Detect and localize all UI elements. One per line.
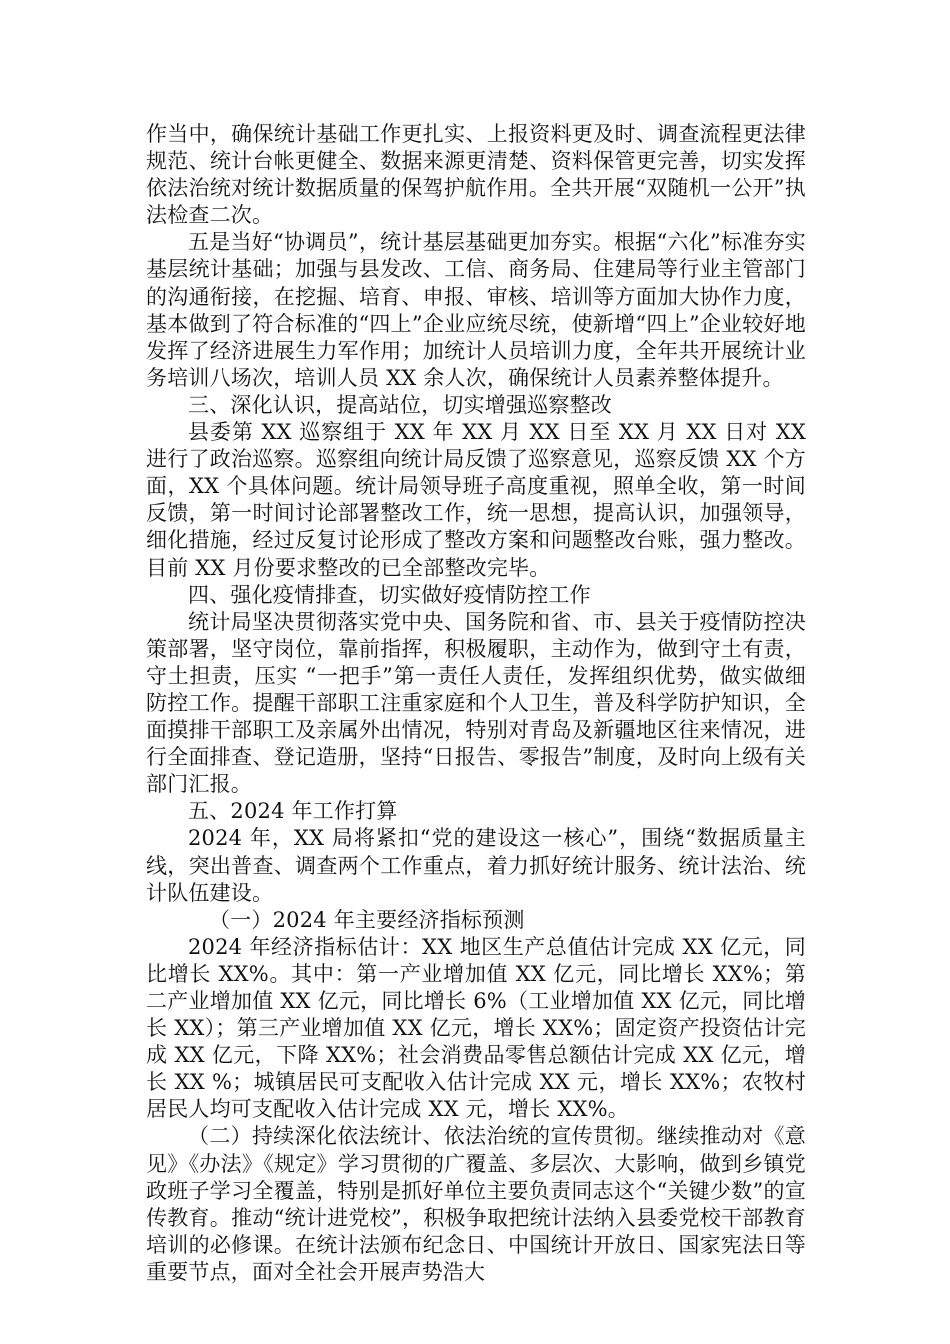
section-heading-work-plan: 五、2024 年工作打算 (188, 799, 398, 824)
section-heading-inspection: 三、深化认识，提高站位，切实增强巡察整改 (188, 392, 612, 417)
paragraph-coordinator: 五是当好“协调员”，统计基层基础更加夯实。根据“六化”标准夯实基层统计基础；加强与县发改、工信、商务局、住建局等行业主管部门的沟通衔接，在挖掘、培育、申报、审核、培训等方面加大协作力度，基本做到了符合标准的“四上”企业应统尽统，使新增“四上”企业较好地发挥了经济进展生力军作用；加统计人员培训力度，全年共开展统计业务培训八场次，培训人员 XX 余人次，确保统计人员素养整体提升。 (146, 230, 806, 390)
paragraph-epidemic: 统计局坚决贯彻落实党中央、国务院和省、市、县关于疫情防控决策部署，坚守岗位，靠前指挥，积极履职，主动作为，做到守土有责，守土担责，压实 “一把手”第一责任人责任，发挥组织优势，做实做细防控工作。提醒干部职工注重家庭和个人卫生，普及科学防护知识，全面摸排干部职工及亲属外出情况，特别对青岛及新疆地区往来情况，进行全面排查、登记造册，坚持“日报告、零报告”制度，及时向上级有关部门汇报。 (146, 609, 806, 797)
paragraph-continuation: 作当中，确保统计基础工作更扎实、上报资料更及时、调查流程更法律规范、统计台帐更健全、数据来源更清楚、资料保管更完善，切实发挥依法治统对统计数据质量的保驾护航作用。全共开展“双随机一公开”执法检查二次。 (146, 122, 806, 228)
paragraph-work-plan: 2024 年，XX 局将紧扣“党的建设这一核心”，围绕“数据质量主线，突出普查、调查两个工作重点，着力抓好统计服务、统计法治、统计队伍建设。 (146, 826, 806, 905)
section-heading-epidemic: 四、强化疫情排查，切实做好疫情防控工作 (188, 582, 591, 607)
document-body (146, 121, 806, 1286)
paragraph-inspection: 县委第 XX 巡察组于 XX 年 XX 月 XX 日至 XX 月 XX 日对 XX 进行了政治巡察。巡察组向统计局反馈了巡察意见，巡察反馈 XX 个方面，XX 个具体问题。统计局领导班子高度重视，照单全收，第一时间反馈，第一时间讨论部署整改工作，统一思想，提高认识，加强领导，细化措施，经过反复讨论形成了整改方案和问题整改台账，强力整改。目前 XX 月份要求整改的已全部整改完毕。 (146, 420, 806, 580)
subsection-heading-forecast: （一）2024 年主要经济指标预测 (209, 907, 525, 932)
paragraph-forecast: 2024 年经济指标估计：XX 地区生产总值估计完成 XX 亿元，同比增长 XX%。其中：第一产业增加值 XX 亿元，同比增长 XX%；第二产业增加值 XX 亿元，同比增长 6%（工业增加值 XX 亿元，同比增长 XX）；第三产业增加值 XX 亿元，增长 XX%；固定资产投资估计完成 XX 亿元，下降 XX%；社会消费品零售总额估计完成 XX 亿元，增长 XX %；城镇居民可支配收入估计完成 XX 元，增长 XX%；农牧村居民人均可支配收入估计完成 XX 元，增长 XX%。 (146, 934, 806, 1122)
paragraph-legal-publicity: （二）持续深化依法统计、依法治统的宣传贯彻。继续推动对《意见》《办法》《规定》学习贯彻的广覆盖、多层次、大影响，做到乡镇党政班子学习全覆盖，特别是抓好单位主要负责同志这个“关键少数”的宣传教育。推动“统计进党校”，积极争取把统计法纳入县委党校干部教育培训的必修课。在统计法颁布纪念日、中国统计开放日、国家宪法日等重要节点，面对全社会开展声势浩大 (146, 1124, 806, 1284)
